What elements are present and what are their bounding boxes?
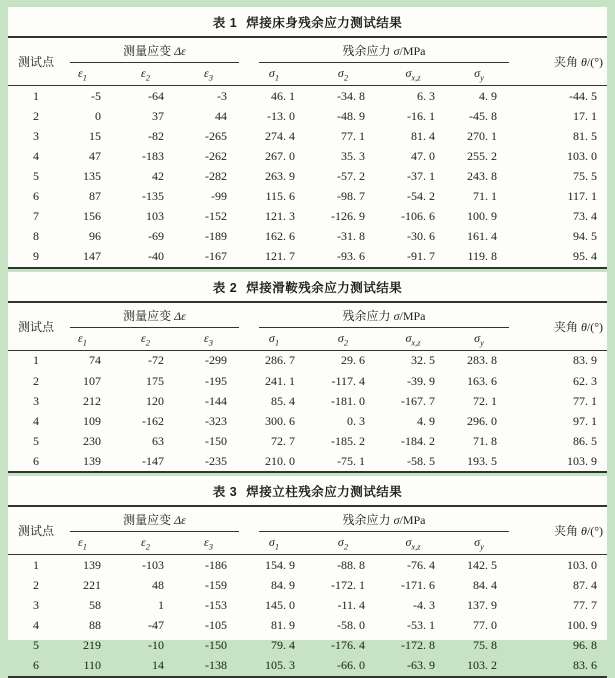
stress-group-unit: /MPa [399, 44, 426, 58]
value-cell: 4. 9 [479, 88, 498, 103]
table-row [8, 126, 607, 146]
point-cell: 7 [33, 209, 39, 224]
value-cell: -167 [205, 249, 228, 264]
col-header-sig1: $\sigma_1$ [249, 328, 317, 351]
value-cell: 75. 8 [473, 638, 498, 653]
value-cell: -195 [205, 373, 228, 388]
point-cell: 3 [33, 128, 39, 143]
value-cell: 44 [215, 108, 228, 123]
point-cell: 3 [33, 598, 39, 613]
table-row [8, 596, 607, 616]
value-cell: -176. 4 [331, 638, 366, 653]
value-cell: 84. 9 [271, 578, 296, 593]
value-cell: -63. 9 [407, 658, 436, 673]
col-header-eps3: $\varepsilon_3$ [186, 328, 249, 351]
value-cell: -48. 9 [337, 108, 366, 123]
residual-stress-table-column [8, 505, 607, 678]
point-cell: 4 [33, 413, 39, 428]
table-row [8, 207, 607, 227]
stress-group-symbol: σ [393, 44, 400, 58]
col-header-eps3: $\varepsilon_3$ [186, 63, 249, 86]
value-cell: 103. 0 [567, 148, 598, 163]
value-cell: -66. 0 [337, 658, 366, 673]
value-cell: 94. 5 [573, 229, 598, 244]
value-cell: 47 [89, 148, 101, 163]
value-cell: 81. 4 [411, 128, 436, 143]
value-cell: 77. 0 [473, 618, 498, 633]
col-header-angle: 夹角 θ/(°) [519, 37, 607, 86]
value-cell: 110 [83, 658, 101, 673]
point-cell: 5 [33, 638, 39, 653]
value-cell: -135 [142, 189, 164, 204]
point-cell: 5 [33, 433, 39, 448]
point-cell: 1 [33, 88, 39, 103]
value-cell: -88. 8 [337, 558, 366, 572]
value-cell: -64 [148, 88, 164, 103]
value-cell: 270. 1 [467, 128, 498, 143]
value-cell: 1 [158, 598, 164, 613]
table-row [8, 86, 607, 107]
value-cell: 62. 3 [573, 373, 598, 388]
value-cell: -99 [211, 189, 228, 204]
value-cell: -171. 6 [401, 578, 436, 593]
value-cell: 255. 2 [467, 148, 498, 163]
value-cell: 95. 4 [573, 249, 598, 264]
value-cell: 162. 6 [265, 229, 296, 244]
col-header-stress-group: 残余应力 σ/MPa [249, 302, 519, 328]
value-cell: 85. 4 [271, 393, 296, 408]
value-cell: 84. 4 [473, 578, 498, 593]
value-cell: -172. 8 [401, 638, 436, 653]
table-row [8, 451, 607, 472]
value-cell: -34. 8 [337, 88, 366, 103]
table2-caption [8, 272, 607, 301]
value-cell: 100. 9 [467, 209, 498, 224]
value-cell: -16. 1 [407, 108, 436, 123]
value-cell: 37 [152, 108, 164, 123]
value-cell: -186 [205, 558, 228, 572]
value-cell: 79. 4 [271, 638, 296, 653]
value-cell: 87. 4 [573, 578, 598, 593]
value-cell: 109 [83, 413, 101, 428]
col-header-sig2: $\sigma_2$ [317, 532, 387, 555]
point-cell: 2 [33, 373, 39, 388]
value-cell: 46. 1 [271, 88, 296, 103]
value-cell: 135 [83, 168, 101, 183]
value-cell: -54. 2 [407, 189, 436, 204]
col-header-sigxz: $\sigma_{x,z}$ [387, 532, 457, 555]
point-cell: 6 [33, 189, 39, 204]
col-header-angle: 夹角 θ/(°) [519, 506, 607, 555]
table-row [8, 371, 607, 391]
col-header-eps1: $\varepsilon_1$ [60, 532, 123, 555]
point-cell: 2 [33, 108, 39, 123]
value-cell: 296. 0 [467, 413, 498, 428]
value-cell: 103. 2 [467, 658, 498, 673]
point-cell: 6 [33, 453, 39, 468]
value-cell: -138 [205, 658, 228, 673]
col-header-stress-group: 残余应力 σ/MPa [249, 506, 519, 532]
table1-caption [8, 7, 607, 36]
value-cell: -44. 5 [569, 88, 598, 103]
col-header-point: 测试点 [8, 302, 60, 351]
value-cell: 156 [83, 209, 101, 224]
strain-group-symbol: Δε [174, 44, 186, 58]
value-cell: -185. 2 [331, 433, 366, 448]
table-row [8, 186, 607, 206]
point-cell: 5 [33, 168, 39, 183]
value-cell: 74 [89, 353, 101, 368]
value-cell: -31. 8 [337, 229, 366, 244]
value-cell: 83. 6 [573, 658, 598, 673]
value-cell: 263. 9 [265, 168, 296, 183]
value-cell: -82 [148, 128, 164, 143]
value-cell: 241. 1 [265, 373, 296, 388]
value-cell: 77. 7 [573, 598, 598, 613]
value-cell: -189 [205, 229, 228, 244]
table2-caption-label: 表 2 [212, 280, 238, 295]
point-cell: 1 [33, 353, 39, 368]
residual-stress-table-bed [8, 36, 607, 269]
col-header-point: 测试点 [8, 37, 60, 86]
col-header-eps1: $\varepsilon_1$ [60, 328, 123, 351]
value-cell: 6. 3 [417, 88, 436, 103]
value-cell: -13. 0 [267, 108, 296, 123]
value-cell: 100. 9 [567, 618, 598, 633]
value-cell: 73. 4 [573, 209, 598, 224]
value-cell: -235 [205, 453, 228, 468]
value-cell: 15 [89, 128, 101, 143]
table-row [8, 555, 607, 576]
col-header-eps2: $\varepsilon_2$ [123, 532, 186, 555]
table-row [8, 656, 607, 677]
value-cell: 163. 6 [467, 373, 498, 388]
value-cell: -5 [91, 88, 101, 103]
table-row [8, 431, 607, 451]
value-cell: 47. 0 [411, 148, 436, 163]
stress-group-label: 残余应力 [342, 44, 394, 58]
value-cell: -159 [205, 578, 228, 593]
col-header-sig1: $\sigma_1$ [249, 63, 317, 86]
table-row [8, 411, 607, 431]
value-cell: -93. 6 [337, 249, 366, 264]
col-header-eps2: $\varepsilon_2$ [123, 328, 186, 351]
value-cell: 29. 6 [341, 353, 366, 368]
col-header-strain-group: 测量应变 Δε [60, 302, 249, 328]
value-cell: -323 [205, 413, 228, 428]
table-row [8, 166, 607, 186]
col-header-sigxz: $\sigma_{x,z}$ [387, 63, 457, 86]
value-cell: 103. 9 [567, 453, 598, 468]
point-cell: 4 [33, 618, 39, 633]
value-cell: 75. 5 [573, 168, 598, 183]
col-header-stress-group [249, 37, 519, 63]
value-cell: 86. 5 [573, 433, 598, 448]
value-cell: -147 [142, 453, 164, 468]
value-cell: -98. 7 [337, 189, 366, 204]
value-cell: 35. 3 [341, 148, 366, 163]
value-cell: -265 [205, 128, 228, 143]
col-header-strain-group [60, 37, 249, 63]
value-cell: 120 [146, 393, 164, 408]
value-cell: 210. 0 [265, 453, 296, 468]
col-header-eps3: $\varepsilon_3$ [186, 532, 249, 555]
value-cell: -117. 4 [331, 373, 366, 388]
col-header-sig2: $\sigma_2$ [317, 63, 387, 86]
value-cell: 103 [146, 209, 164, 224]
value-cell: -30. 6 [407, 229, 436, 244]
value-cell: -282 [205, 168, 228, 183]
value-cell: -11. 4 [337, 598, 366, 613]
value-cell: -162 [142, 413, 164, 428]
value-cell: 119. 8 [467, 249, 498, 264]
col-header-sigy: $\sigma_y$ [457, 532, 519, 555]
table-row [8, 227, 607, 247]
value-cell: 212 [83, 393, 101, 408]
value-cell: 243. 8 [467, 168, 498, 183]
value-cell: -91. 7 [407, 249, 436, 264]
value-cell: -45. 8 [469, 108, 498, 123]
value-cell: 83. 9 [573, 353, 598, 368]
value-cell: 161. 4 [467, 229, 498, 244]
value-cell: 219 [83, 638, 101, 653]
col-header-sig1: $\sigma_1$ [249, 532, 317, 555]
value-cell: 137. 9 [467, 598, 498, 613]
value-cell: 145. 0 [265, 598, 296, 613]
value-cell: 121. 3 [265, 209, 296, 224]
value-cell: -150 [205, 433, 228, 448]
col-header-point: 测试点 [8, 506, 60, 555]
value-cell: 58 [89, 598, 101, 613]
value-cell: -105 [205, 618, 228, 633]
value-cell: 77. 1 [341, 128, 366, 143]
value-cell: -167. 7 [401, 393, 436, 408]
value-cell: -37. 1 [407, 168, 436, 183]
value-cell: -181. 0 [331, 393, 366, 408]
value-cell: 71. 8 [473, 433, 498, 448]
table1-caption-text: 焊接床身残余应力测试结果 [246, 16, 403, 30]
value-cell: -152 [205, 209, 228, 224]
value-cell: 267. 0 [265, 148, 296, 163]
value-cell: -150 [205, 638, 228, 653]
value-cell: 193. 5 [467, 453, 498, 468]
table-row [8, 616, 607, 636]
value-cell: -69 [148, 229, 164, 244]
col-header-eps2: $\varepsilon_2$ [123, 63, 186, 86]
value-cell: -47 [148, 618, 164, 633]
value-cell: 48 [152, 578, 164, 593]
table-row [8, 106, 607, 126]
value-cell: 147 [83, 249, 101, 264]
value-cell: -3 [217, 88, 228, 103]
point-cell: 6 [33, 658, 39, 673]
value-cell: -75. 1 [337, 453, 366, 468]
value-cell: 154. 9 [265, 558, 296, 572]
value-cell: 42 [152, 168, 164, 183]
value-cell: 81. 9 [271, 618, 296, 633]
value-cell: 115. 6 [265, 189, 296, 204]
value-cell: 87 [89, 189, 101, 204]
value-cell: 88 [89, 618, 101, 633]
value-cell: 96. 8 [573, 638, 598, 653]
value-cell: 32. 5 [411, 353, 436, 368]
value-cell: 14 [152, 658, 164, 673]
value-cell: 96 [89, 229, 101, 244]
value-cell: -57. 2 [337, 168, 366, 183]
col-header-sig2: $\sigma_2$ [317, 328, 387, 351]
value-cell: 175 [146, 373, 164, 388]
value-cell: 230 [83, 433, 101, 448]
value-cell: 0. 3 [347, 413, 366, 428]
value-cell: 0 [95, 108, 101, 123]
value-cell: 72. 7 [271, 433, 296, 448]
table-row [8, 247, 607, 268]
value-cell: 107 [83, 373, 101, 388]
value-cell: 139 [83, 558, 101, 572]
value-cell: -58. 5 [407, 453, 436, 468]
table-row [8, 146, 607, 166]
value-cell: -53. 1 [407, 618, 436, 633]
value-cell: -76. 4 [407, 558, 436, 572]
value-cell: -58. 0 [337, 618, 366, 633]
residual-stress-table-saddle [8, 301, 607, 474]
value-cell: 283. 8 [467, 353, 498, 368]
point-cell: 2 [33, 578, 39, 593]
value-cell: -72 [148, 353, 164, 368]
value-cell: 121. 7 [265, 249, 296, 264]
value-cell: 300. 6 [265, 413, 296, 428]
col-header-sigxz: $\sigma_{x,z}$ [387, 328, 457, 351]
table-row [8, 576, 607, 596]
point-cell: 1 [33, 558, 39, 572]
value-cell: 63 [152, 433, 164, 448]
value-cell: -10 [148, 638, 164, 653]
value-cell: -144 [205, 393, 228, 408]
value-cell: 77. 1 [573, 393, 598, 408]
value-cell: -40 [148, 249, 164, 264]
value-cell: 103. 0 [567, 558, 598, 572]
col-header-sigy: $\sigma_y$ [457, 328, 519, 351]
value-cell: 139 [83, 453, 101, 468]
strain-group-label: 测量应变 [123, 44, 175, 58]
value-cell: 221 [83, 578, 101, 593]
table3-caption [8, 476, 607, 505]
col-header-sigy: $\sigma_y$ [457, 63, 519, 86]
table3-caption-label: 表 3 [212, 485, 238, 500]
col-header-eps1: $\varepsilon_1$ [60, 63, 123, 86]
value-cell: 4. 9 [417, 413, 436, 428]
value-cell: -103 [142, 558, 164, 572]
value-cell: 105. 3 [265, 658, 296, 673]
value-cell: 71. 1 [473, 189, 498, 204]
value-cell: 17. 1 [573, 108, 598, 123]
value-cell: -106. 6 [401, 209, 436, 224]
table-row [8, 391, 607, 411]
point-cell: 4 [33, 148, 39, 163]
value-cell: 81. 5 [573, 128, 598, 143]
value-cell: 274. 4 [265, 128, 296, 143]
table-row [8, 350, 607, 371]
value-cell: 117. 1 [567, 189, 598, 204]
value-cell: 142. 5 [467, 558, 498, 572]
table1-caption-label: 表 1 [212, 16, 238, 30]
table2-caption-text: 焊接滑鞍残余应力测试结果 [246, 280, 403, 295]
value-cell: -39. 9 [407, 373, 436, 388]
table3-caption-text: 焊接立柱残余应力测试结果 [246, 485, 403, 500]
value-cell: 286. 7 [265, 353, 296, 368]
value-cell: -126. 9 [331, 209, 366, 224]
value-cell: -184. 2 [401, 433, 436, 448]
point-cell: 8 [33, 229, 39, 244]
point-cell: 9 [33, 249, 39, 264]
col-header-strain-group: 测量应变 Δε [60, 506, 249, 532]
value-cell: -153 [205, 598, 228, 613]
col-header-angle: 夹角 θ/(°) [519, 302, 607, 351]
value-cell: 72. 1 [473, 393, 498, 408]
value-cell: -4. 3 [413, 598, 436, 613]
value-cell: -262 [205, 148, 228, 163]
value-cell: -299 [205, 353, 228, 368]
table-row [8, 636, 607, 656]
value-cell: 97. 1 [573, 413, 598, 428]
value-cell: -183 [142, 148, 164, 163]
value-cell: -172. 1 [331, 578, 366, 593]
point-cell: 3 [33, 393, 39, 408]
